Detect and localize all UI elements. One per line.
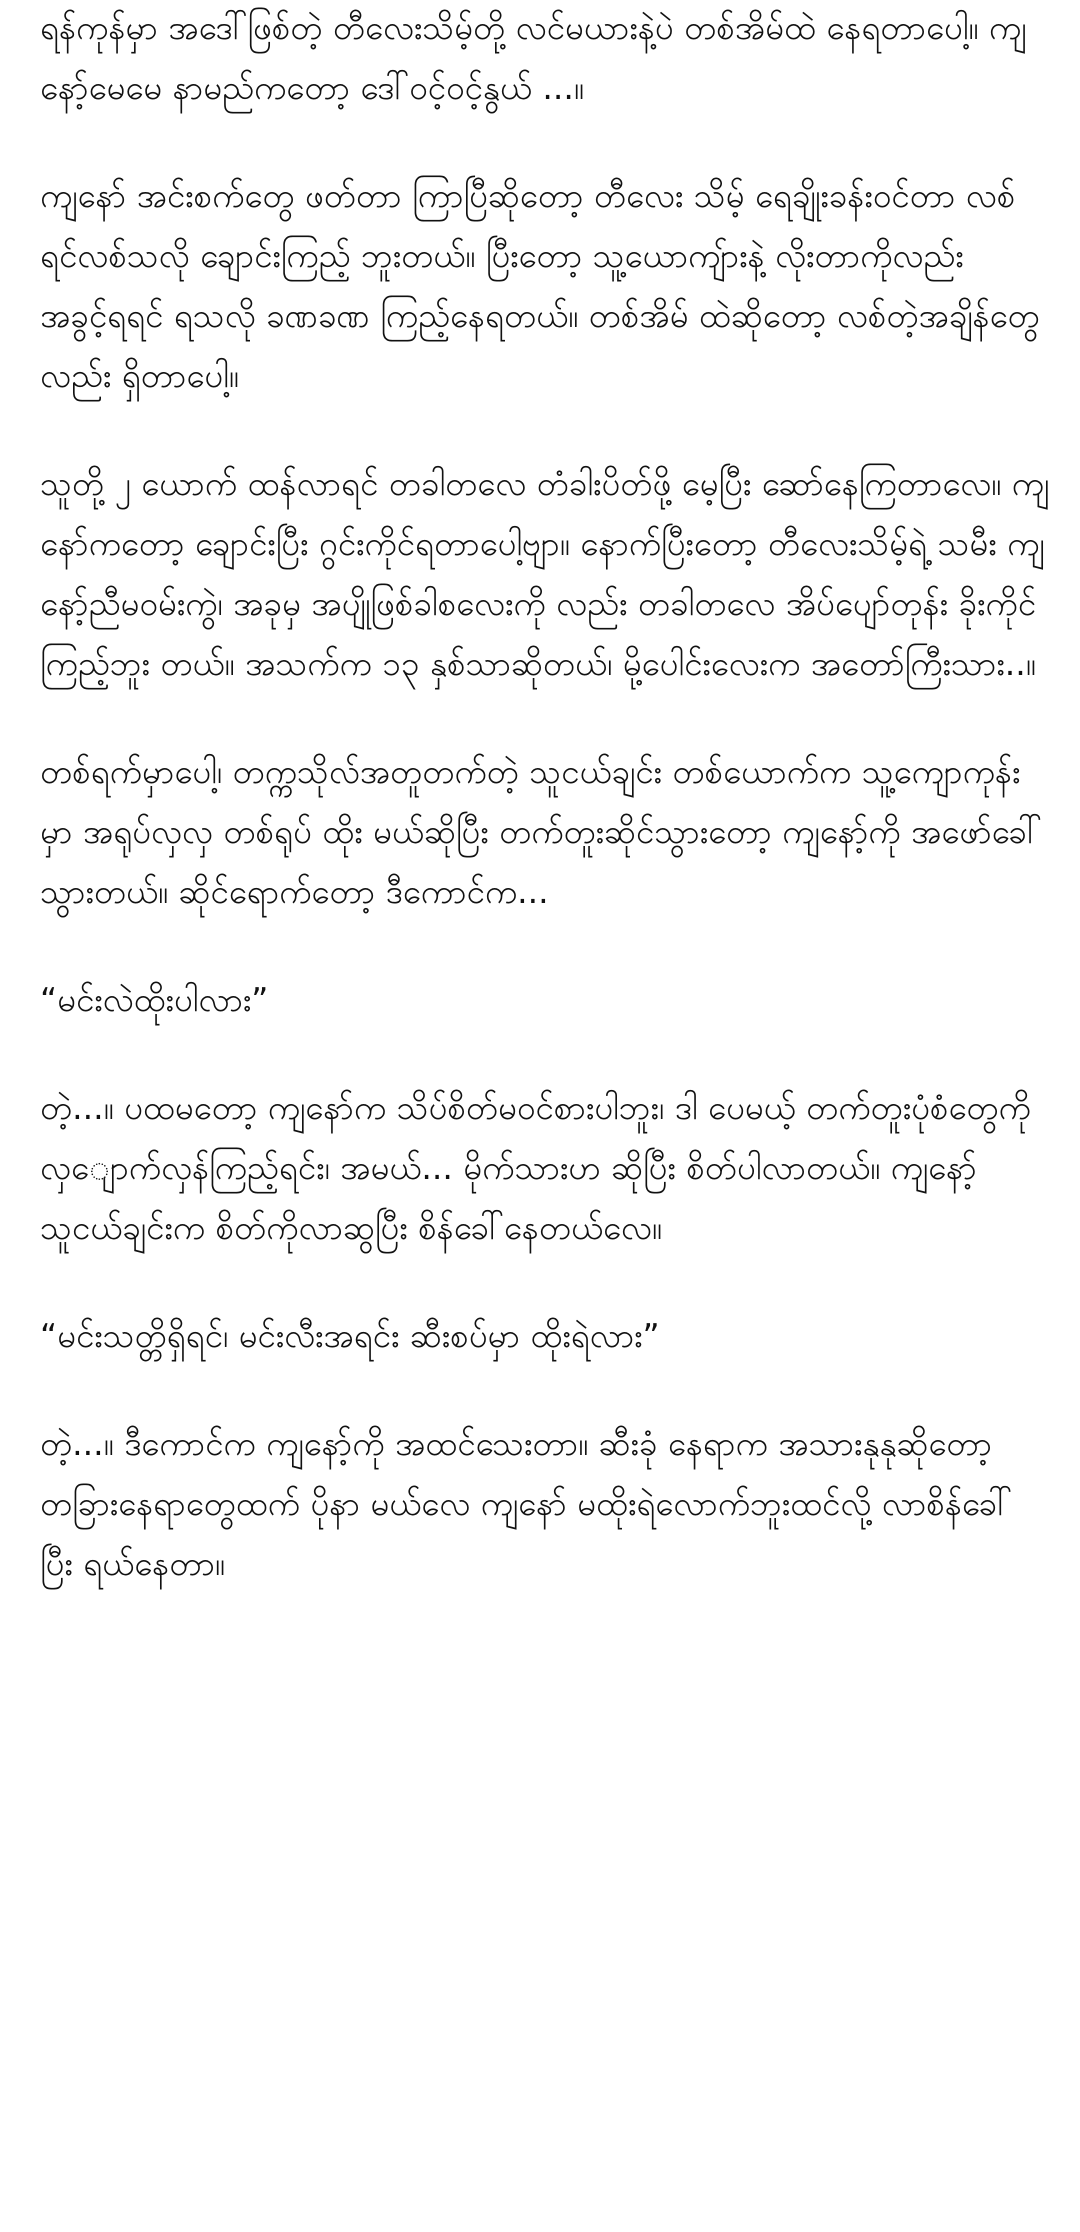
article-body (40, 0, 1050, 1642)
paragraph: တဲ့...။ ပထမတော့ ကျနော်က သိပ်စိတ်မဝင်စားပါဘူး၊ ဒါ ပေမယ့် တက်တူးပုံစံတွေကို လှျောက်လှန်ကြည့်ရင်း၊ အမယ်... မိုက်သားဟ ဆိုပြီး စိတ်ပါလာတယ်။ ကျနော့် သူငယ်ချင်းက စိတ်ကိုလာဆွပြီး စိန်ခေါ်နေတယ်လေ။ (40, 1088, 1031, 1247)
paragraph: တဲ့...။ ဒီကောင်က ကျနော့်ကို အထင်သေးတာ။ ဆီးခုံ နေရာက အသားနုနုဆိုတော့ တခြားနေရာတွေထက် ပိုနာ မယ်လေ ကျနော် မထိုးရဲလောက်ဘူးထင်လို့ လာစိန်ခေါ် ပြီး ရယ်နေတာ။ (40, 1424, 1013, 1583)
dialogue-line: “မင်းသတ္တိရှိရင်၊ မင်းလီးအရင်း ဆီးစပ်မှာ ထိုးရဲလား” (40, 1316, 660, 1355)
paragraph: တစ်ရက်မှာပေါ့၊ တက္ကသိုလ်အတူတက်တဲ့ သူငယ်ချင်း တစ်ယောက်က သူ့ကျောကုန်းမှာ အရုပ်လှလှ တစ်ရုပ် ထိုး မယ်ဆိုပြီး တက်တူးဆိုင်သွားတော့ ကျနော့်ကို အဖော်ခေါ် သွားတယ်။ ဆိုင်ရောက်တော့ ဒီကောင်က... (40, 752, 1042, 911)
dialogue-line: “မင်းလဲထိုးပါလား” (40, 980, 269, 1019)
paragraph: ကျနော် အင်းစက်တွေ ဖတ်တာ ကြာပြီဆိုတော့ တီလေး သိမ့် ရေချိုးခန်းဝင်တာ လစ်ရင်လစ်သလို ချောင်းကြည့် ဘူးတယ်။ ပြီးတော့ သူ့ယောကျ်ားနဲ့ လိုးတာကိုလည်း အခွင့်ရရင် ရသလို ခဏခဏ ကြည့်နေရတယ်။ တစ်အိမ် ထဲဆိုတော့ လစ်တဲ့အချိန်တွေလည်း ရှိတာပေါ့။ (40, 176, 1040, 395)
paragraph: ရန်ကုန်မှာ အဒေါ်ဖြစ်တဲ့ တီလေးသိမ့်တို့ လင်မယားနဲ့ပဲ တစ်အိမ်ထဲ နေရတာပေါ့။ ကျနော့်မေမေ နာမည်ကတော့ ဒေါ်ဝင့်ဝင့်နွယ် ...။ (40, 8, 1027, 107)
paragraph: သူတို့ ၂ ယောက် ထန်လာရင် တခါတလေ တံခါးပိတ်ဖို့ မေ့ပြီး ဆော်နေကြတာလေ။ ကျနော်ကတော့ ချောင်းပြီး ဂွင်းကိုင်ရတာပေါ့ဗျာ။ နောက်ပြီးတော့ တီလေးသိမ့်ရဲ့ သမီး ကျနော့်ညီမဝမ်းကွဲ၊ အခုမှ အပျိုဖြစ်ခါစလေးကို လည်း တခါတလေ အိပ်ပျော်တုန်း ခိုးကိုင်ကြည့်ဘူး တယ်။ အသက်က ၁၃ နှစ်သာဆိုတယ်၊ မို့ပေါင်းလေးက အတော်ကြီးသား..။ (40, 464, 1050, 683)
